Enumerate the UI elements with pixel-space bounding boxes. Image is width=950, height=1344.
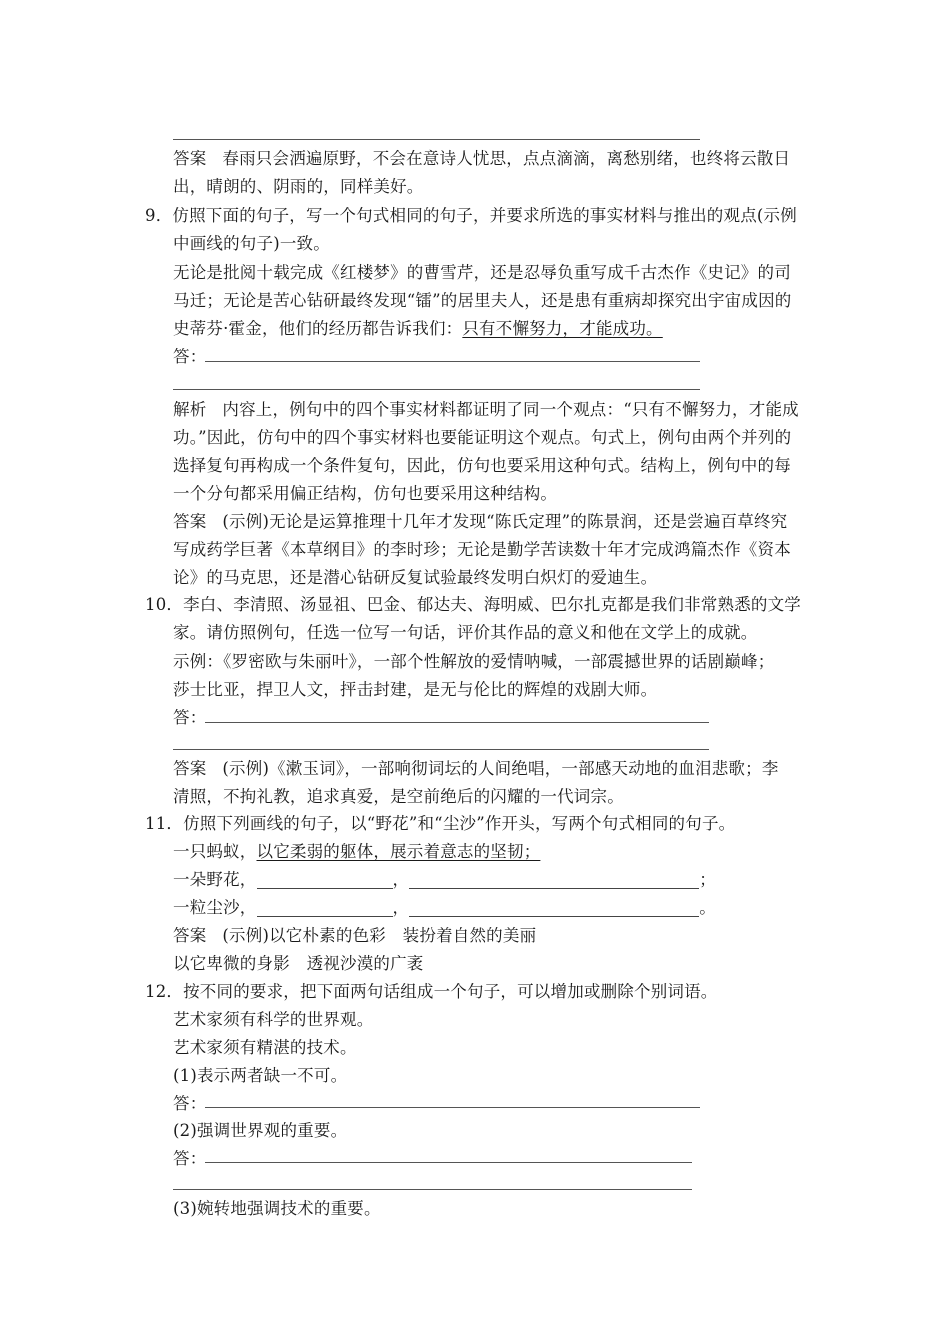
fill-blank[interactable] — [409, 870, 699, 889]
q9-prompt-line-2: 中画线的句子)一致。 — [173, 234, 330, 253]
q12-requirement-2: (2)强调世界观的重要。 — [173, 1121, 348, 1140]
q9-analysis-line-1: 解析 内容上，例句中的四个事实材料都证明了同一个观点：“只有不懈努力，才能成 — [173, 400, 799, 419]
q11-answer-line-2: 以它卑微的身影 透视沙漠的广袤 — [173, 954, 424, 973]
q9-answer-field — [173, 343, 206, 371]
q11-fill-row-1: 一朵野花， ， ； — [173, 870, 716, 889]
question-number: 12． — [145, 982, 184, 1001]
question-number: 10． — [145, 595, 184, 614]
q12-requirement-1: (1)表示两者缺一不可。 — [173, 1066, 348, 1085]
answer-line[interactable] — [205, 361, 700, 362]
q10-answer-field — [173, 704, 206, 732]
fill-blank[interactable] — [257, 898, 393, 917]
answer-line[interactable] — [173, 1189, 692, 1190]
question-number: 9． — [145, 206, 173, 225]
answer-prefix: 答： — [173, 708, 207, 727]
q9-example-line-1: 无论是批阅十载完成《红楼梦》的曹雪芹，还是忍辱负重写成千古杰作《史记》的司 — [173, 263, 791, 282]
q9-answer-line-1: 答案 (示例)无论是运算推理十几年才发现“陈氏定理”的陈景润，还是尝遍百草终究 — [173, 512, 788, 531]
q9-example-line-2: 马迁；无论是苦心钻研最终发现“镭”的居里夫人，还是患有重病却探究出宇宙成因的 — [173, 291, 792, 310]
analysis-label: 解析 — [173, 400, 207, 419]
q12-sentence-1: 艺术家须有科学的世界观。 — [173, 1010, 374, 1029]
q9-analysis-line-2: 功。”因此，仿句中的四个事实材料也要能证明这个观点。句式上，例句由两个并列的 — [173, 428, 792, 447]
q8-answer-line-1: 答案 春雨只会洒遍原野，不会在意诗人忧思，点点滴滴，离愁别绪，也终将云散日 — [173, 149, 791, 168]
answer-prefix: 答： — [173, 1094, 207, 1113]
q9-example-line-3: 史蒂芬·霍金，他们的经历都告诉我们：只有不懈努力，才能成功。 — [173, 319, 663, 338]
q9-answer-line-2: 写成药学巨著《本草纲目》的李时珍；无论是勤学苦读数十年才完成鸿篇杰作《资本 — [173, 540, 791, 559]
fill-blank[interactable] — [257, 870, 393, 889]
answer-line[interactable] — [173, 389, 700, 390]
answer-line[interactable] — [173, 749, 709, 750]
q11-answer-line-1: 答案 (示例)以它朴素的色彩 装扮着自然的美丽 — [173, 926, 537, 945]
q10-prompt-line-1: 10．李白、李清照、汤显祖、巴金、郁达夫、海明威、巴尔扎克都是我们非常熟悉的文学 — [145, 595, 802, 614]
q10-answer-line-2: 清照，不拘礼教，追求真爱，是空前绝后的闪耀的一代词宗。 — [173, 787, 624, 806]
underlined-sentence: 以它柔弱的躯体，展示着意志的坚韧； — [256, 842, 541, 861]
answer-prefix: 答： — [173, 347, 207, 366]
q9-analysis-line-3: 选择复句再构成一个条件复句，因此，仿句也要采用这种句式。结构上，例句中的每 — [173, 456, 791, 475]
answer-line[interactable] — [205, 1162, 692, 1163]
q9-analysis-line-4: 一个分句都采用偏正结构，仿句也要采用这种结构。 — [173, 484, 558, 503]
answer-line[interactable] — [205, 1107, 700, 1108]
question-number: 11． — [145, 814, 184, 833]
q12-answer-field-2 — [173, 1145, 206, 1173]
q12-prompt: 12．按不同的要求，把下面两句话组成一个句子，可以增加或删除个别词语。 — [145, 982, 718, 1001]
q12-sentence-2: 艺术家须有精湛的技术。 — [173, 1038, 357, 1057]
answer-label: 答案 — [173, 149, 207, 168]
q9-prompt-line-1: 9．仿照下面的句子，写一个句式相同的句子，并要求所选的事实材料与推出的观点(示例 — [145, 206, 797, 225]
q11-prompt: 11．仿照下列画线的句子，以“野花”和“尘沙”作开头，写两个句式相同的句子。 — [145, 814, 736, 833]
answer-line[interactable] — [173, 139, 700, 140]
q10-answer-line-1: 答案 (示例)《漱玉词》，一部响彻词坛的人间绝唱，一部感天动地的血泪悲歌；李 — [173, 759, 779, 778]
q8-answer-line-2: 出，晴朗的、阴雨的，同样美好。 — [173, 177, 424, 196]
q11-example: 一只蚂蚁，以它柔弱的躯体，展示着意志的坚韧； — [173, 842, 541, 861]
underlined-sentence: 只有不懈努力，才能成功。 — [462, 319, 663, 338]
q11-fill-row-2: 一粒尘沙， ， 。 — [173, 898, 716, 917]
fill-blank[interactable] — [409, 898, 699, 917]
answer-label: 答案 — [173, 926, 207, 945]
q10-example-line-1: 示例：《罗密欧与朱丽叶》，一部个性解放的爱情呐喊，一部震撼世界的话剧巅峰； — [173, 652, 775, 671]
answer-prefix: 答： — [173, 1149, 207, 1168]
q12-answer-field-1 — [173, 1090, 206, 1118]
q9-answer-line-3: 论》的马克思，还是潜心钻研反复试验最终发明白炽灯的爱迪生。 — [173, 568, 658, 587]
answer-label: 答案 — [173, 512, 207, 531]
q10-example-line-2: 莎士比亚，捍卫人文，抨击封建，是无与伦比的辉煌的戏剧大师。 — [173, 680, 658, 699]
answer-label: 答案 — [173, 759, 207, 778]
q12-requirement-3: (3)婉转地强调技术的重要。 — [173, 1199, 381, 1218]
answer-line[interactable] — [205, 722, 709, 723]
q10-prompt-line-2: 家。请仿照例句，任选一位写一句话，评价其作品的意义和他在文学上的成就。 — [173, 623, 758, 642]
